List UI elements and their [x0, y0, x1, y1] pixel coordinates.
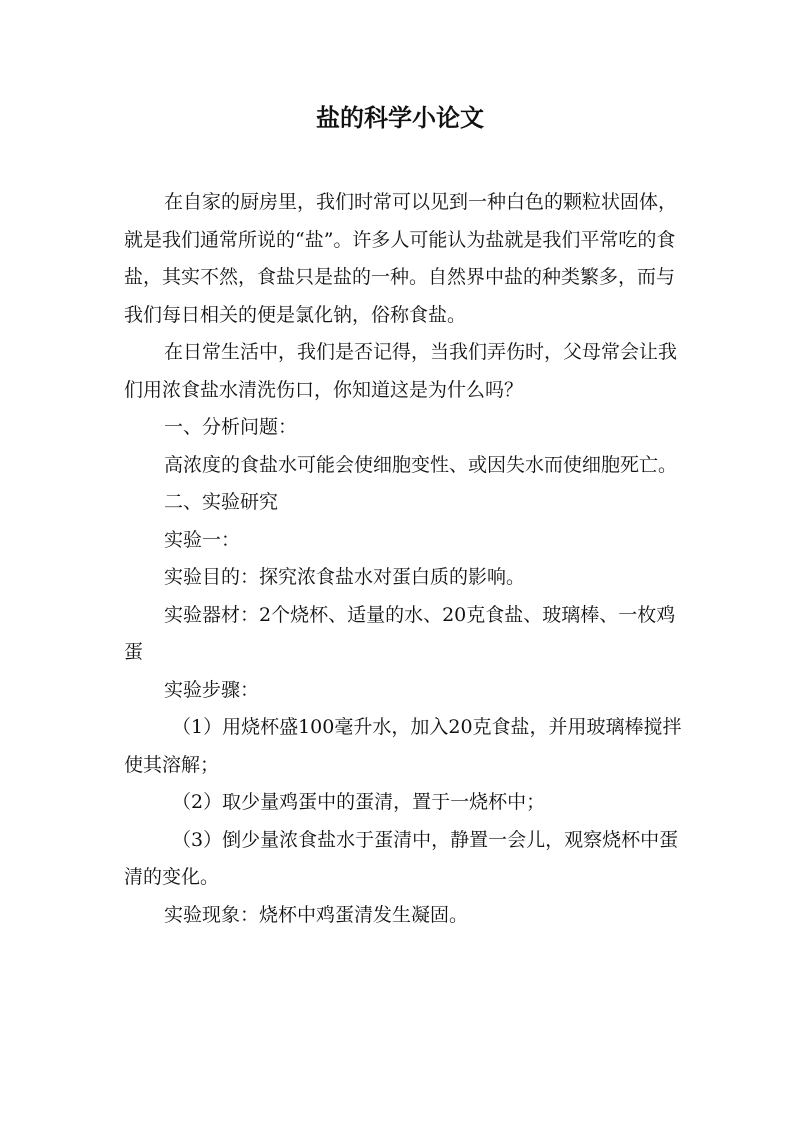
document-title: 盐的科学小论文 — [316, 104, 484, 132]
experiment-step-3: （3）倒少量浓食盐水于蛋清中，静置一会儿，观察烧杯中蛋清的变化。 — [124, 828, 679, 888]
experiment-phenomenon: 实验现象：烧杯中鸡蛋清发生凝固。 — [164, 903, 469, 926]
experiment-step-1: （1）用烧杯盛100毫升水，加入20克食盐，并用玻璃棒搅拌使其溶解； — [124, 716, 682, 776]
experiment-steps-heading: 实验步骤： — [164, 678, 260, 701]
experiment-equipment: 实验器材：2个烧杯、适量的水、20克食盐、玻璃棒、一枚鸡蛋 — [124, 603, 676, 663]
paragraph-hypothesis: 高浓度的食盐水可能会使细胞变性、或因失水而使细胞死亡。 — [164, 453, 678, 476]
section-heading-experiment: 二、实验研究 — [164, 491, 279, 513]
section-heading-analysis: 一、分析问题： — [164, 416, 298, 438]
paragraph-intro: 在自家的厨房里，我们时常可以见到一种白色的颗粒状固体，就是我们通常所说的“盐”。许多人可能认为盐就是我们平常吃的食盐，其实不然，食盐只是盐的一种。自然界中盐的种类繁多，而与我们每日相关的便是氯化钠，俗称食盐。 — [124, 191, 678, 326]
paragraph-question: 在日常生活中，我们是否记得，当我们弄伤时，父母常会让我们用浓食盐水清洗伤口，你知道这是为什么吗？ — [124, 341, 678, 401]
document-body — [124, 184, 686, 934]
experiment-label: 实验一： — [164, 528, 241, 551]
experiment-step-2: （2）取少量鸡蛋中的蛋清，置于一烧杯中； — [172, 791, 546, 813]
experiment-purpose: 实验目的：探究浓食盐水对蛋白质的影响。 — [164, 566, 526, 588]
